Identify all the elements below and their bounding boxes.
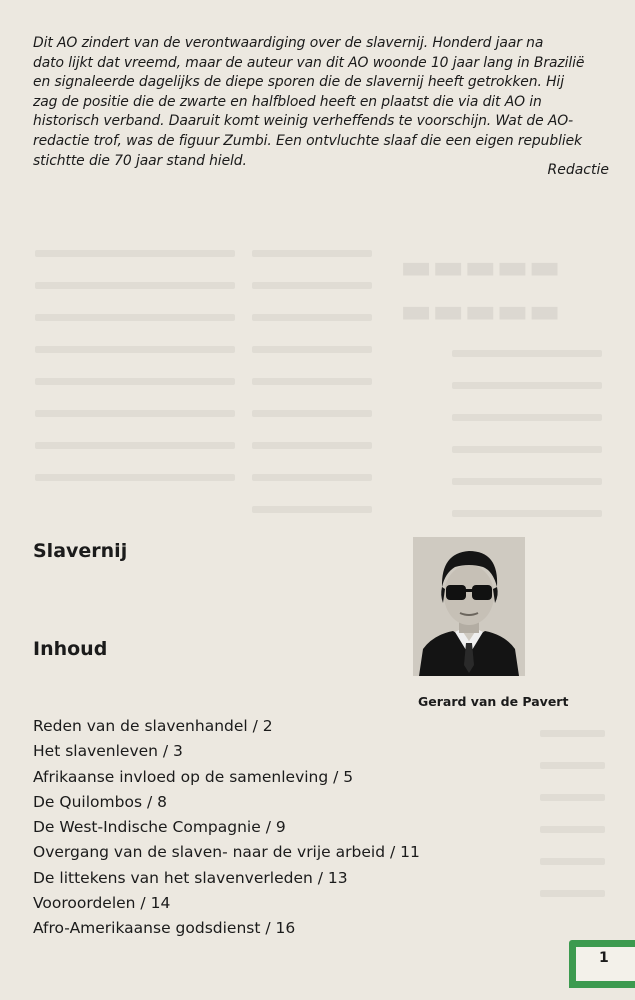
show-through-headline: ▬▬▬▬▬ ▬▬▬▬▬ <box>400 247 561 331</box>
portrait-photo-icon <box>413 537 525 676</box>
toc-item: De littekens van het slavenverleden / 13 <box>33 868 348 887</box>
table-of-contents <box>33 714 420 942</box>
intro-line: historisch verband. Daaruit komt weinig verheffends te voorschijn. Wat de AO- <box>33 113 573 130</box>
intro-line: stichtte die 70 jaar stand hield. <box>33 152 247 169</box>
editorial-intro <box>33 34 611 171</box>
intro-line: zag de positie die de zwarte en halfbloed heeft en plaatst die via dit AO in <box>33 93 542 110</box>
toc-item: Afro-Amerikaanse godsdienst / 16 <box>33 919 296 938</box>
editorial-signature: Redactie <box>547 162 609 178</box>
toc-item: Het slavenleven / 3 <box>33 742 183 761</box>
toc-item: Vooroordelen / 14 <box>33 894 171 913</box>
toc-item: Overgang van de slaven- naar de vrije arbeid / 11 <box>33 843 420 862</box>
intro-line: en signaleerde dagelijks de diepe sporen die de slavernij heeft getrokken. Hij <box>33 74 564 91</box>
contents-title: Inhoud <box>33 638 108 660</box>
intro-line: dato lijkt dat vreemd, maar de auteur van dit AO woonde 10 jaar lang in Brazilië <box>33 54 585 71</box>
toc-item: De Quilombos / 8 <box>33 792 167 811</box>
author-photo <box>413 537 525 676</box>
toc-item: Afrikaanse invloed op de samenleving / 5 <box>33 767 354 786</box>
toc-item: De West-Indische Compagnie / 9 <box>33 818 286 837</box>
page-number: 1 <box>599 950 609 966</box>
author-caption: Gerard van de Pavert <box>418 694 569 709</box>
intro-line: Dit AO zindert van de verontwaardiging over de slavernij. Honderd jaar na <box>33 35 544 51</box>
intro-line: redactie trof, was de figuur Zumbi. Een ontvluchte slaaf die een eigen republiek <box>33 132 582 149</box>
section-title: Slavernij <box>33 540 128 562</box>
toc-item: Reden van de slavenhandel / 2 <box>33 717 273 735</box>
